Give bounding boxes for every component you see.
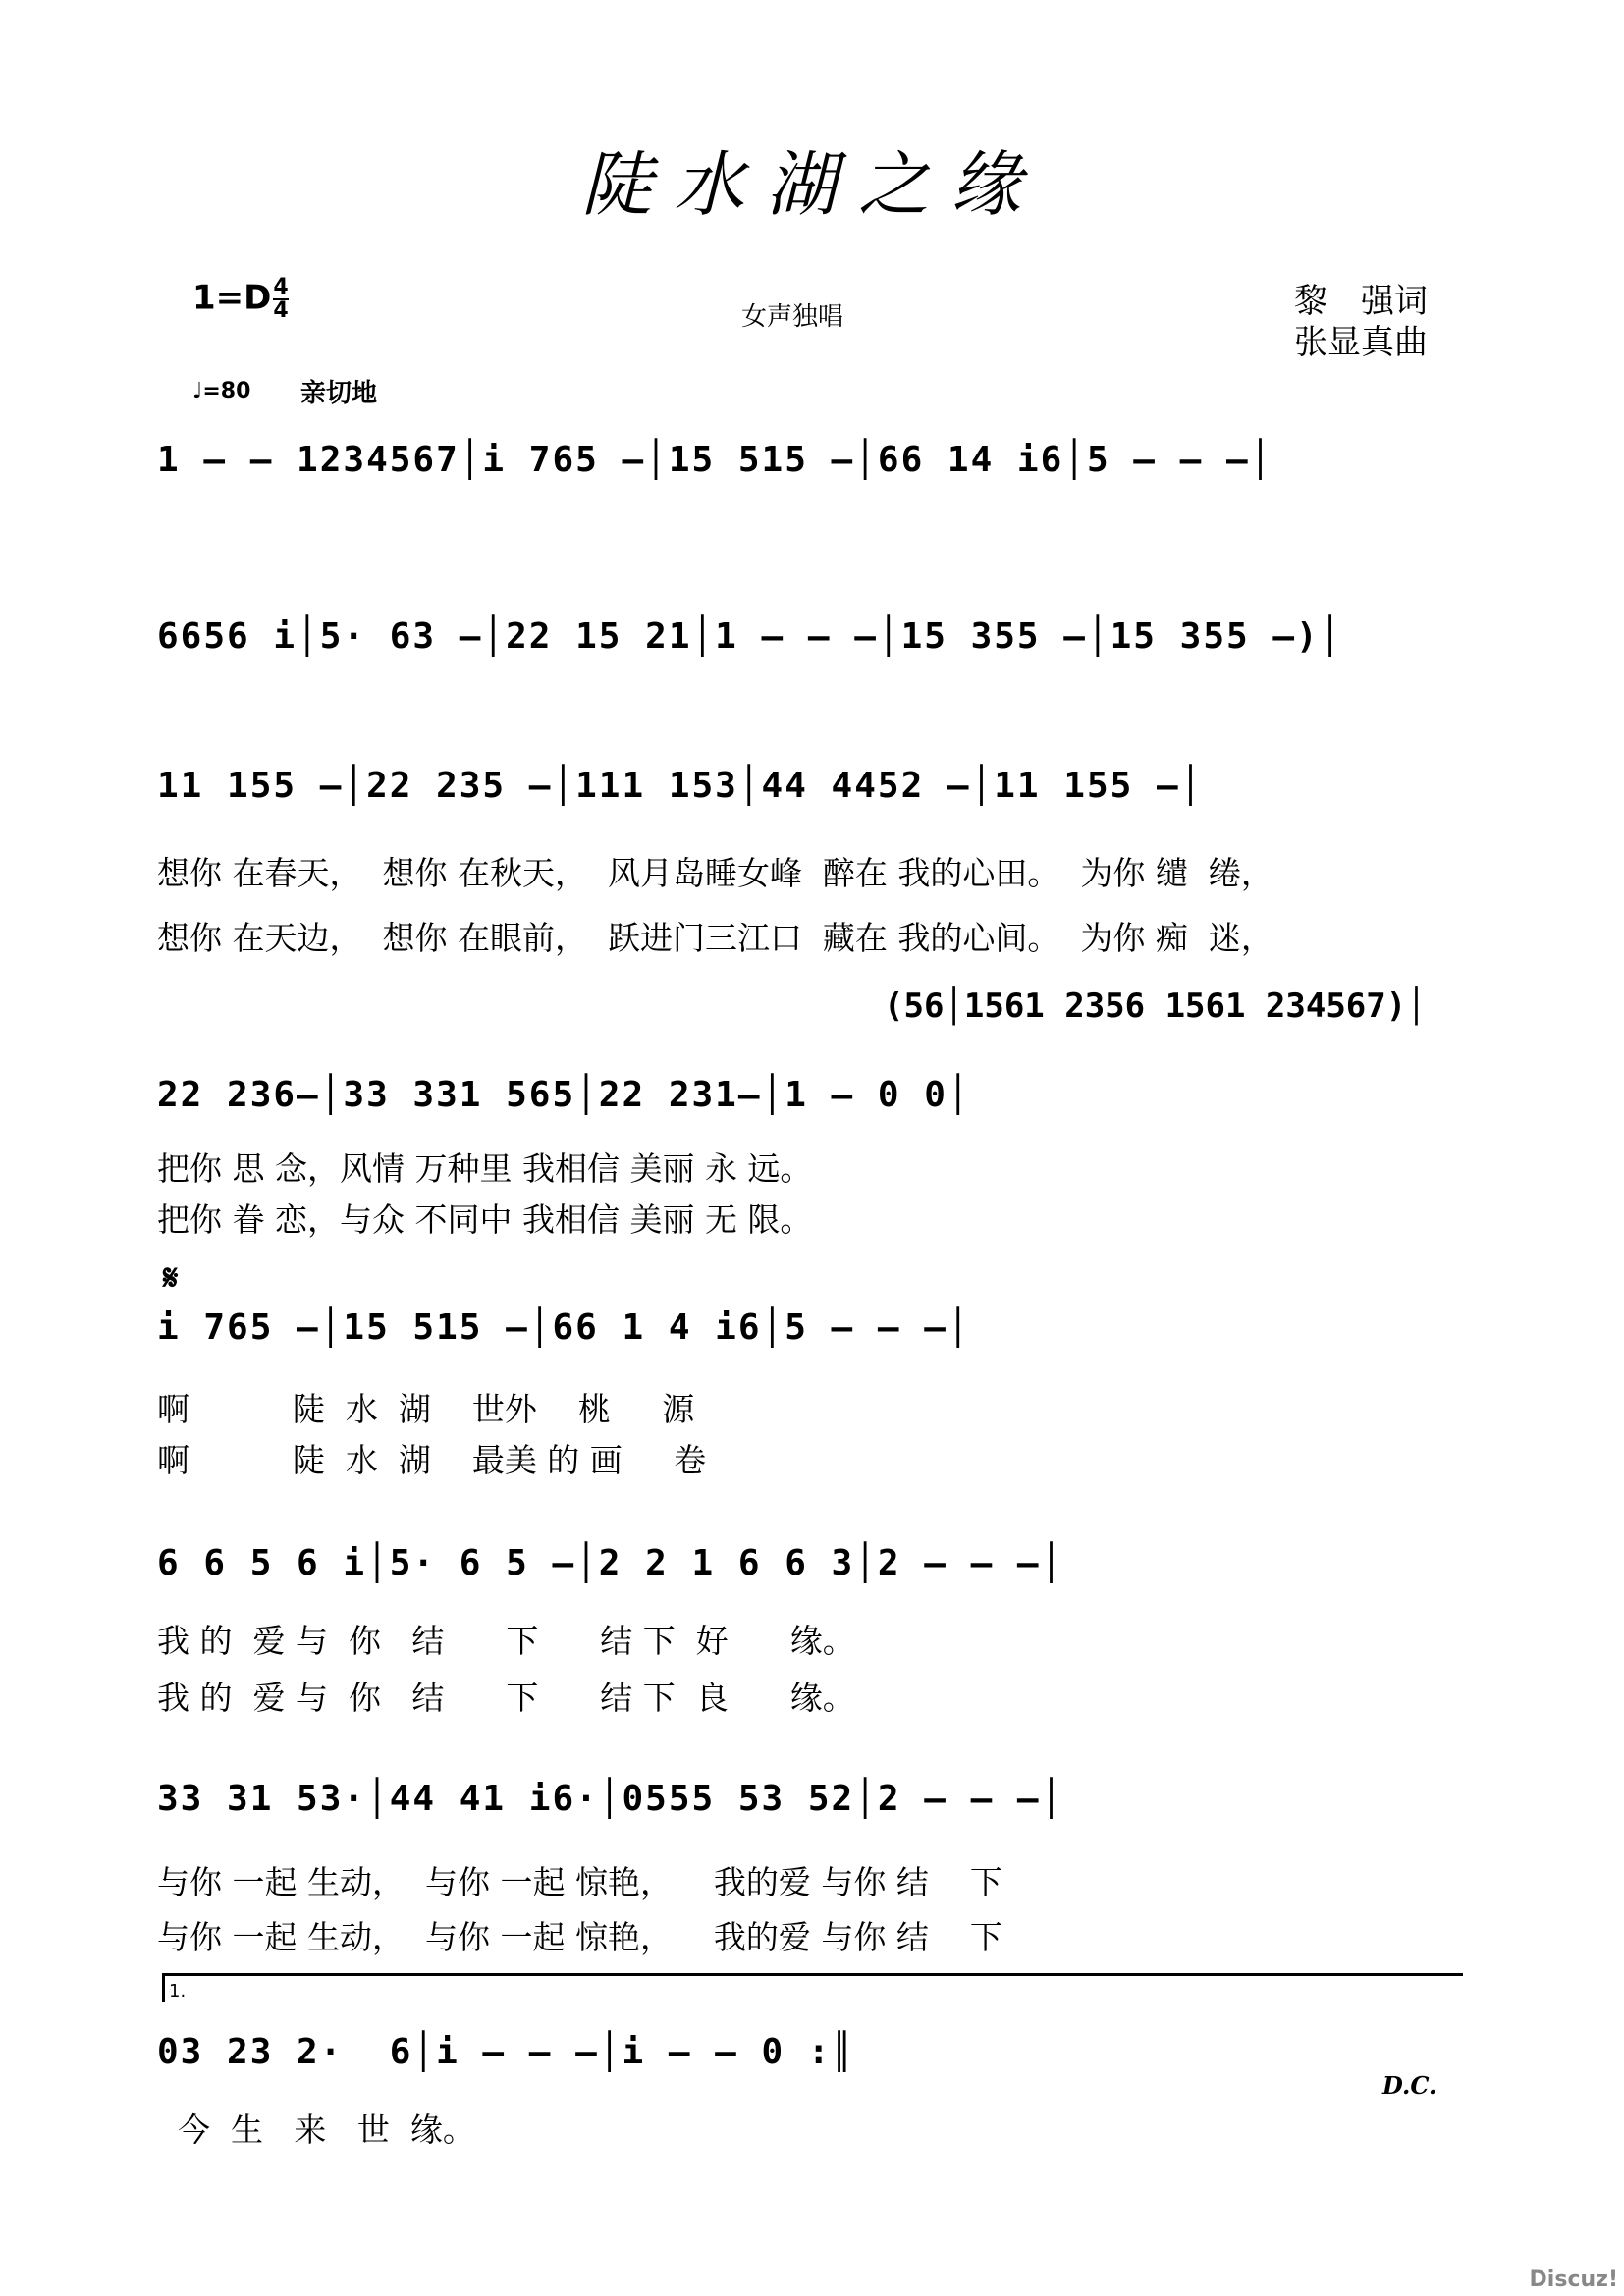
key-label: 1=D	[192, 278, 272, 318]
expression-marking: 亲切地	[300, 379, 378, 408]
lyric-line-2: 我 的 爱 与 你 结 下 结 下 良 缘。	[157, 1679, 855, 1717]
lyric-line-1: 想你 在春天， 想你 在秋天， 风月岛睡女峰 醉在 我的心田。 为你 缱 绻，	[157, 854, 1273, 892]
instrumental-intro: (56│1561 2356 1561 234567)│	[884, 987, 1427, 1026]
volta-label: 1.	[169, 1981, 187, 2002]
time-top: 4	[273, 275, 289, 299]
lyric-line-2: 想你 在天边， 想你 在眼前， 跃进门三江口 藏在 我的心间。 为你 痴 迷，	[157, 919, 1273, 957]
tempo-marking: ♩=80	[192, 379, 251, 403]
lyric-line-2: 与你 一起 生动， 与你 一起 惊艳， 我的爱 与你 结 下	[157, 1918, 1002, 1956]
notation-line: 33 31 53·│44 41 i6·│0555 53 52│2 – – –│	[157, 1779, 1064, 1819]
volta-bracket	[162, 1973, 1463, 1976]
notation-line: 03 23 2· 6│i – – –│i – – 0 :║	[157, 2032, 855, 2072]
lyric-line-1: 与你 一起 生动， 与你 一起 惊艳， 我的爱 与你 结 下	[157, 1863, 1002, 1901]
lyric-line-2: 啊 陡 水 湖 最美 的 画 卷	[157, 1441, 707, 1479]
watermark: Discuz!	[1529, 2268, 1618, 2292]
notation-line: 6656 i│5· 63 –│22 15 21│1 – – –│15 355 –│15 355 –)│	[157, 616, 1343, 657]
da-capo-marking: D.C.	[1382, 2071, 1437, 2100]
lyric-line-1: 今 生 来 世 缘。	[157, 2110, 475, 2149]
credits	[1294, 281, 1428, 363]
notation-line: 6 6 5 6 i│5· 6 5 –│2 2 1 6 6 3│2 – – –│	[157, 1543, 1064, 1583]
notation-line: 1 – – 1234567│i 765 –│15 515 –│66 14 i6│5 – – –│	[157, 440, 1273, 480]
notation-line: i 765 –│15 515 –│66 1 4 i6│5 – – –│	[157, 1308, 971, 1348]
lyric-line-1: 啊 陡 水 湖 世外 桃 源	[157, 1390, 695, 1428]
time-signature	[273, 277, 288, 322]
composer-credit: 张显真曲	[1294, 323, 1428, 362]
notation-line: 11 155 –│22 235 –│111 153│44 4452 –│11 155 –│	[157, 766, 1204, 806]
page-title: 陡水湖之缘	[580, 143, 1043, 226]
segno-sign: 𝄋	[163, 1258, 179, 1299]
volta-bracket-tick	[162, 1973, 165, 2002]
lyric-line-1: 把你 思 念，风情 万种里 我相信 美丽 永 远。	[157, 1149, 813, 1188]
performer-label: 女声独唱	[741, 302, 844, 332]
lyric-line-2: 把你 眷 恋，与众 不同中 我相信 美丽 无 限。	[157, 1201, 813, 1239]
lyricist-credit: 黎 强词	[1294, 282, 1428, 321]
key-signature	[192, 277, 289, 322]
notation-line: 22 236–│33 331 565│22 231–│1 – 0 0│	[157, 1075, 971, 1115]
lyric-line-1: 我 的 爱 与 你 结 下 结 下 好 缘。	[157, 1622, 855, 1660]
time-bottom: 4	[273, 298, 289, 323]
